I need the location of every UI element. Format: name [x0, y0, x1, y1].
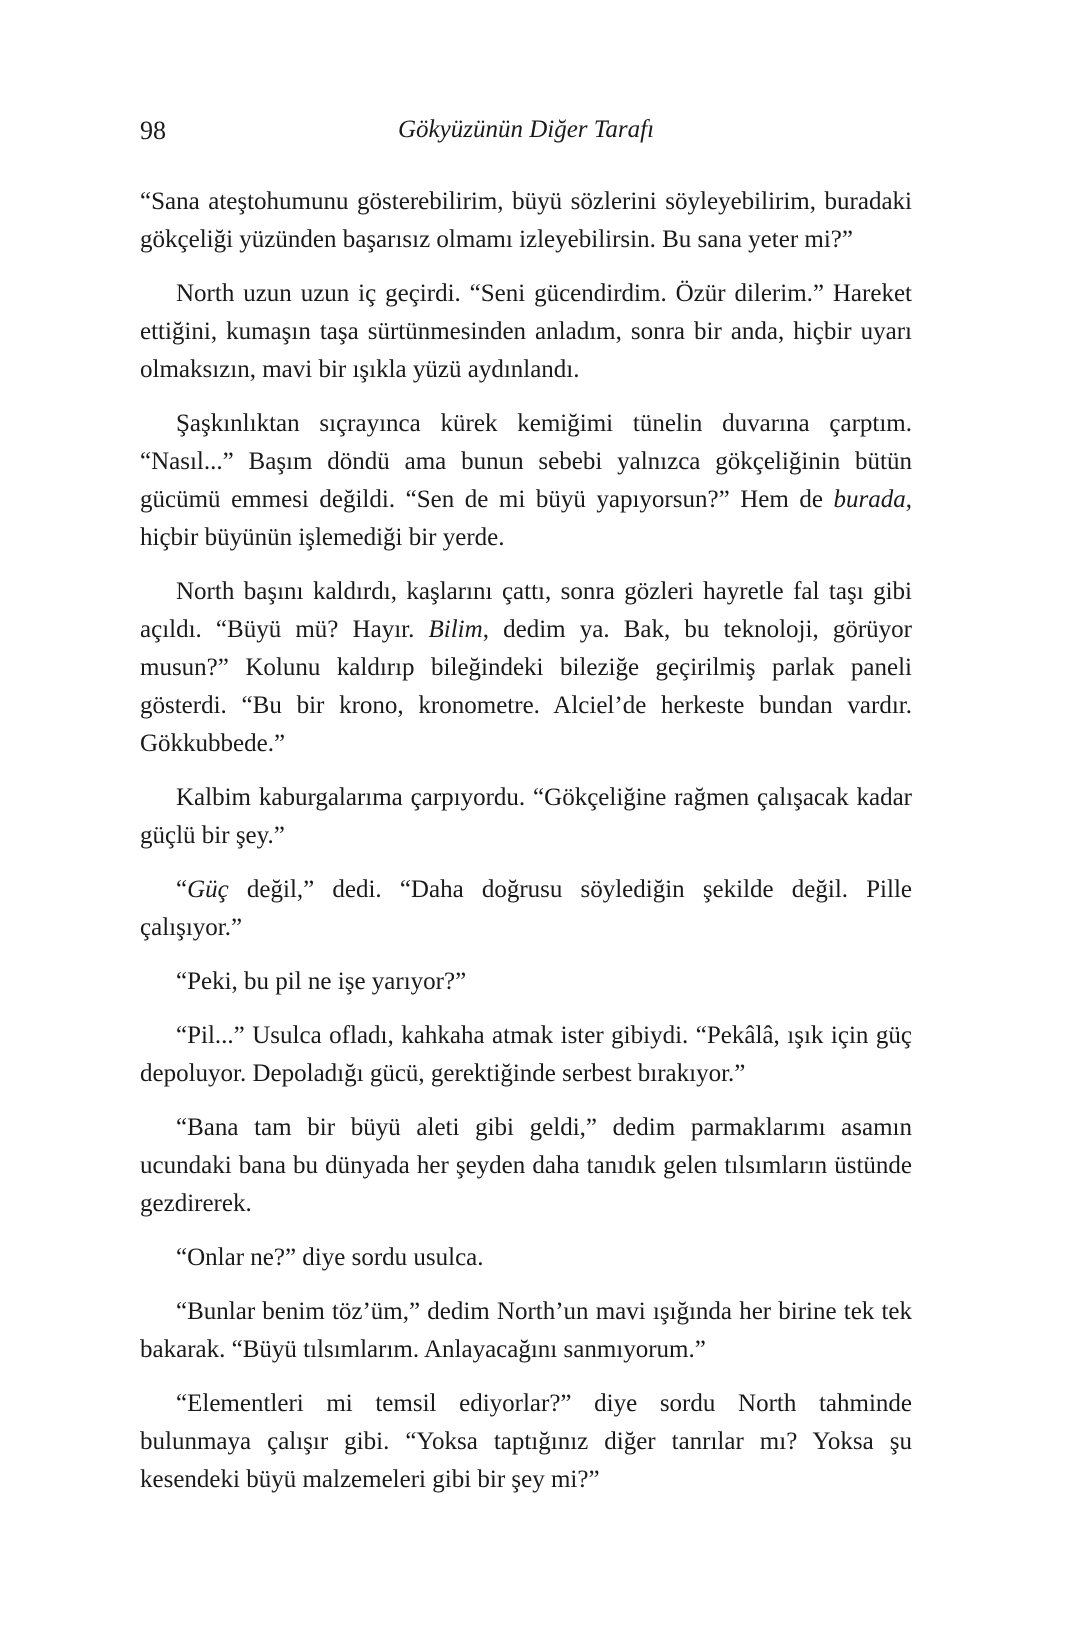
paragraph: [140, 963, 912, 1001]
text-segment: “Bunlar benim töz’üm,” dedim North’un mavi ışığında her birine tek tek bakarak. “Büyü tılsımlarım. Anlayacağını sanmıyorum.”: [140, 1298, 912, 1363]
text-segment: “Bana tam bir büyü aleti gibi geldi,” dedim parmaklarımı asamın ucundaki bana bu dünyada her şeyden daha tanıdık gelen tılsımların üstünde gezdirerek.: [140, 1114, 912, 1217]
text-segment: “Elementleri mi temsil ediyorlar?” diye sordu North tahminde bulunmaya çalışır gibi. “Yoksa taptığınız diğer tanrılar mı? Yoksa şu kesendeki büyü malzemeleri gibi bir şey mi?”: [140, 1390, 912, 1493]
paragraph: [140, 183, 912, 259]
text-segment: Şaşkınlıktan sıçrayınca kürek kemiğimi tünelin duvarına çarptım. “Nasıl...” Başım döndü ama bunun sebebi yalnızca gökçeliğinin bütün gücümü emmesi değildi. “Sen de mi büyü yapıyorsun?” Hem de: [140, 410, 912, 513]
body-text: [140, 183, 912, 1515]
paragraph: [140, 405, 912, 557]
emphasized-text: burada: [833, 486, 906, 513]
text-segment: “: [176, 876, 188, 903]
page-header: [140, 116, 912, 156]
text-segment: North başını kaldırdı, kaşlarını çattı, sonra gözleri hayretle fal taşı gibi açıldı. “Büyü mü? Hayır.: [140, 578, 912, 643]
text-segment: , dedim ya. Bak, bu teknoloji, görüyor musun?” Kolunu kaldırıp bileğindeki bileziğe geçirilmiş parlak paneli gösterdi. “Bu bir krono, kronometre. Alciel’de herkeste bundan vardır. Gökkubbede.”: [140, 616, 913, 757]
text-segment: , hiçbir büyünün işlemediği bir yerde.: [140, 486, 912, 551]
text-segment: “Pil...” Usulca ofladı, kahkaha atmak ister gibiydi. “Pekâlâ, ışık için güç depoluyor. Depoladığı gücü, gerektiğinde serbest bırakıyor.”: [140, 1022, 912, 1087]
paragraph: [140, 1017, 912, 1093]
paragraph: [140, 573, 912, 763]
text-segment: “Onlar ne?” diye sordu usulca.: [176, 1244, 484, 1271]
paragraph: [140, 1385, 912, 1499]
text-segment: “Peki, bu pil ne işe yarıyor?”: [176, 968, 467, 995]
paragraph: [140, 779, 912, 855]
emphasized-text: Güç: [187, 876, 229, 903]
paragraph: [140, 871, 912, 947]
text-segment: North uzun uzun iç geçirdi. “Seni gücendirdim. Özür dilerim.” Hareket ettiğini, kumaşın taşa sürtünmesinden anladım, sonra bir anda, hiçbir uyarı olmaksızın, mavi bir ışıkla yüzü aydınlandı.: [140, 280, 912, 383]
running-title: Gökyüzünün Diğer Tarafı: [397, 116, 655, 143]
paragraph: [140, 275, 912, 389]
page-number: 98: [140, 116, 166, 145]
text-segment: “Sana ateştohumunu gösterebilirim, büyü sözlerini söyleyebilirim, buradaki gökçeliği yüzünden başarısız olmamı izleyebilirsin. Bu sana yeter mi?”: [140, 188, 912, 253]
emphasized-text: Bilim: [428, 616, 483, 643]
paragraph: [140, 1109, 912, 1223]
text-segment: değil,” dedi. “Daha doğrusu söylediğin şekilde değil. Pille çalışıyor.”: [140, 876, 912, 941]
paragraph: [140, 1293, 912, 1369]
paragraph: [140, 1239, 912, 1277]
text-segment: Kalbim kaburgalarıma çarpıyordu. “Gökçeliğine rağmen çalışacak kadar güçlü bir şey.”: [140, 784, 912, 849]
